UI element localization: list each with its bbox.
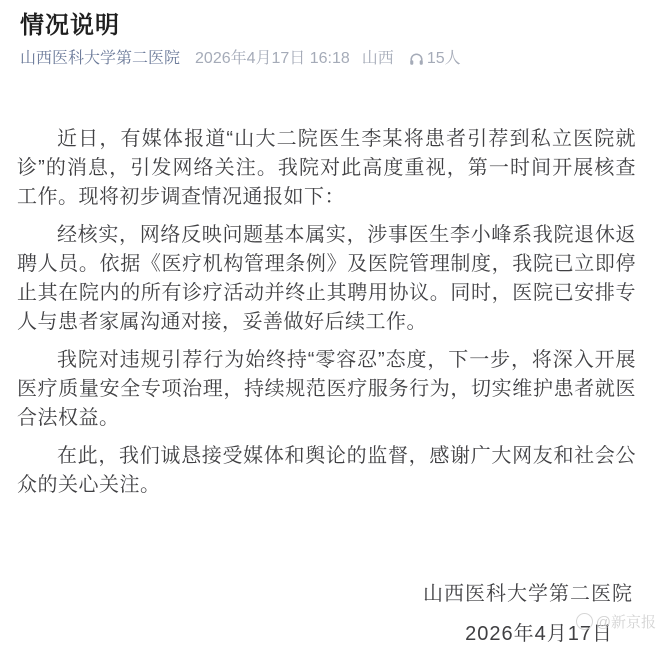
byline — [20, 50, 660, 68]
signature-org: 山西医科大学第二医院 — [423, 583, 633, 605]
statement-body — [0, 125, 660, 500]
statement-post — [0, 10, 660, 645]
post-timestamp: 2026年4月17日 16:18 — [195, 50, 350, 67]
statement-paragraph: 近日，有媒体报道“山大二院医生李某将患者引荐到私立医院就诊”的消息，引发网络关注。我院对此高度重视，第一时间开展核查工作。现将初步调查情况通报如下： — [17, 128, 636, 208]
headphones-icon — [409, 52, 427, 67]
statement-paragraph: 我院对违规引荐行为始终持“零容忍”态度，下一步，将深入开展医疗质量安全专项治理，持续规范医疗服务行为，切实维护患者就医合法权益。 — [17, 349, 636, 429]
post-region: 山西 — [361, 50, 394, 67]
account-name-link[interactable]: 山西医科大学第二医院 — [20, 50, 181, 67]
statement-paragraph: 在此，我们诚恳接受媒体和舆论的监督，感谢广大网友和社会公众的关心关注。 — [17, 445, 636, 496]
watermark-label: @新京报 — [595, 614, 656, 631]
listen-count-label: 15人 — [426, 50, 461, 67]
listen-count — [409, 50, 461, 68]
signature-date: 2026年4月17日 — [465, 623, 613, 645]
statement-paragraph: 经核实，网络反映问题基本属实，涉事医生李小峰系我院退休返聘人员。依据《医疗机构管理条例》及医院管理制度，我院已立即停止其在院内的所有诊疗活动并终止其聘用协议。同时，医院已安排专人与患者家属沟通对接，妥善做好后续工作。 — [17, 224, 636, 333]
page-title: 情况说明 — [20, 12, 120, 39]
